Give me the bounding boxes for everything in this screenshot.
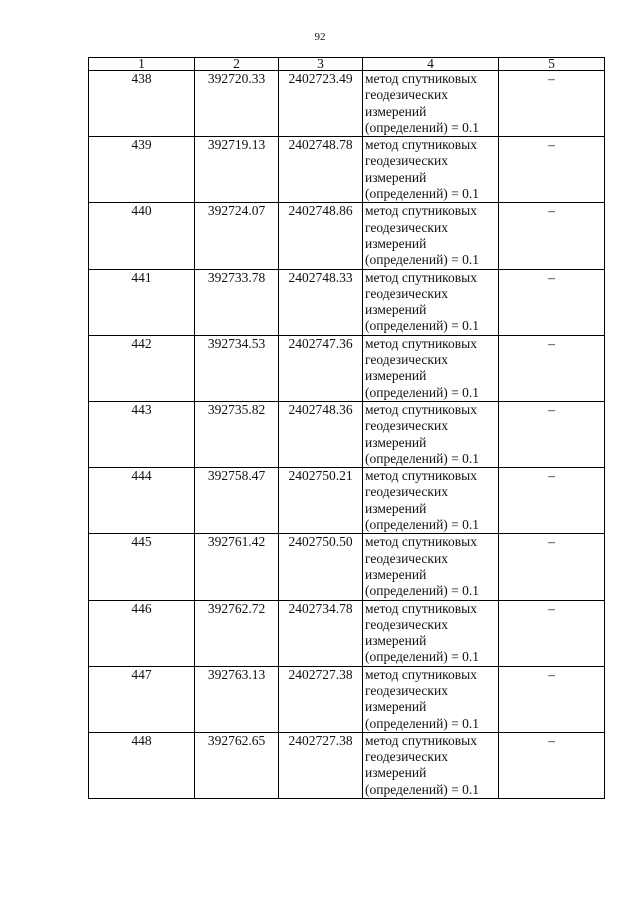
method-line: геодезических [365,219,448,235]
method-line: измерений [365,235,427,251]
table-row [89,468,605,534]
note-cell: – [499,269,605,335]
method-line: (определений) = 0.1 [365,450,480,466]
method-line: измерений [365,169,427,185]
method-line: геодезических [365,285,448,301]
point-number-cell: 438 [89,71,195,137]
method-line: геодезических [365,484,448,500]
point-number-cell: 448 [89,732,195,798]
method-line: геодезических [365,616,448,632]
y-coordinate-cell: 2402750.21 [279,468,363,534]
method-line: (определений) = 0.1 [365,252,480,268]
method-line: измерений [365,765,427,781]
note-cell: – [499,468,605,534]
method-line: метод спутниковых [365,534,477,550]
note-cell: – [499,666,605,732]
y-coordinate-cell: 2402734.78 [279,600,363,666]
note-cell: – [499,335,605,401]
table-row [89,732,605,798]
method-line: геодезических [365,153,448,169]
note-cell: – [499,600,605,666]
method-line: метод спутниковых [365,600,477,616]
point-number-cell: 444 [89,468,195,534]
method-cell [363,71,499,137]
y-coordinate-cell: 2402750.50 [279,534,363,600]
method-line: измерений [365,368,427,384]
method-line: геодезических [365,87,448,103]
point-number-cell: 439 [89,137,195,203]
method-cell [363,269,499,335]
method-line: геодезических [365,352,448,368]
method-cell [363,666,499,732]
method-line: измерений [365,633,427,649]
table-row [89,203,605,269]
point-number-cell: 441 [89,269,195,335]
method-cell [363,335,499,401]
point-number-cell: 440 [89,203,195,269]
table-row [89,71,605,137]
table-row [89,666,605,732]
y-coordinate-cell: 2402748.86 [279,203,363,269]
method-line: (определений) = 0.1 [365,517,480,533]
method-cell [363,203,499,269]
header-cell-5: 5 [499,58,605,71]
x-coordinate-cell: 392720.33 [195,71,279,137]
method-line: метод спутниковых [365,269,477,285]
method-line: метод спутниковых [365,71,477,86]
y-coordinate-cell: 2402748.33 [279,269,363,335]
method-cell [363,600,499,666]
method-line: (определений) = 0.1 [365,781,480,797]
table-row [89,600,605,666]
note-cell: – [499,534,605,600]
method-line: (определений) = 0.1 [365,318,480,334]
method-cell [363,732,499,798]
method-line: метод спутниковых [365,137,477,153]
table-row [89,269,605,335]
x-coordinate-cell: 392734.53 [195,335,279,401]
table-row [89,534,605,600]
method-line: геодезических [365,682,448,698]
method-cell [363,468,499,534]
y-coordinate-cell: 2402748.36 [279,401,363,467]
point-number-cell: 445 [89,534,195,600]
method-line: (определений) = 0.1 [365,715,480,731]
header-cell-2: 2 [195,58,279,71]
table-row [89,335,605,401]
note-cell: – [499,137,605,203]
method-line: (определений) = 0.1 [365,186,480,202]
method-line: (определений) = 0.1 [365,384,480,400]
x-coordinate-cell: 392724.07 [195,203,279,269]
x-coordinate-cell: 392719.13 [195,137,279,203]
method-line: измерений [365,434,427,450]
method-line: (определений) = 0.1 [365,649,480,665]
method-line: (определений) = 0.1 [365,119,480,135]
y-coordinate-cell: 2402727.38 [279,732,363,798]
note-cell: – [499,401,605,467]
x-coordinate-cell: 392761.42 [195,534,279,600]
table-body [89,58,605,799]
point-number-cell: 447 [89,666,195,732]
method-line: измерений [365,302,427,318]
header-cell-4: 4 [363,58,499,71]
page-number: 92 [314,31,326,43]
x-coordinate-cell: 392763.13 [195,666,279,732]
method-cell [363,534,499,600]
point-number-cell: 446 [89,600,195,666]
coordinates-table [88,57,605,799]
y-coordinate-cell: 2402748.78 [279,137,363,203]
method-line: измерений [365,500,427,516]
y-coordinate-cell: 2402723.49 [279,71,363,137]
method-line: метод спутниковых [365,203,477,219]
header-cell-1: 1 [89,58,195,71]
method-line: метод спутниковых [365,732,477,748]
note-cell: – [499,71,605,137]
method-line: геодезических [365,418,448,434]
method-line: метод спутниковых [365,401,477,417]
note-cell: – [499,203,605,269]
x-coordinate-cell: 392733.78 [195,269,279,335]
method-line: измерений [365,103,427,119]
point-number-cell: 442 [89,335,195,401]
method-line: геодезических [365,749,448,765]
method-line: геодезических [365,550,448,566]
x-coordinate-cell: 392758.47 [195,468,279,534]
method-line: метод спутниковых [365,666,477,682]
point-number-cell: 443 [89,401,195,467]
method-line: (определений) = 0.1 [365,583,480,599]
method-line: измерений [365,566,427,582]
method-line: измерений [365,699,427,715]
header-row [89,58,605,71]
table-row [89,401,605,467]
note-cell: – [499,732,605,798]
method-line: метод спутниковых [365,468,477,484]
x-coordinate-cell: 392735.82 [195,401,279,467]
table-row [89,137,605,203]
header-cell-3: 3 [279,58,363,71]
method-cell [363,137,499,203]
method-line: метод спутниковых [365,335,477,351]
x-coordinate-cell: 392762.65 [195,732,279,798]
y-coordinate-cell: 2402747.36 [279,335,363,401]
y-coordinate-cell: 2402727.38 [279,666,363,732]
x-coordinate-cell: 392762.72 [195,600,279,666]
method-cell [363,401,499,467]
